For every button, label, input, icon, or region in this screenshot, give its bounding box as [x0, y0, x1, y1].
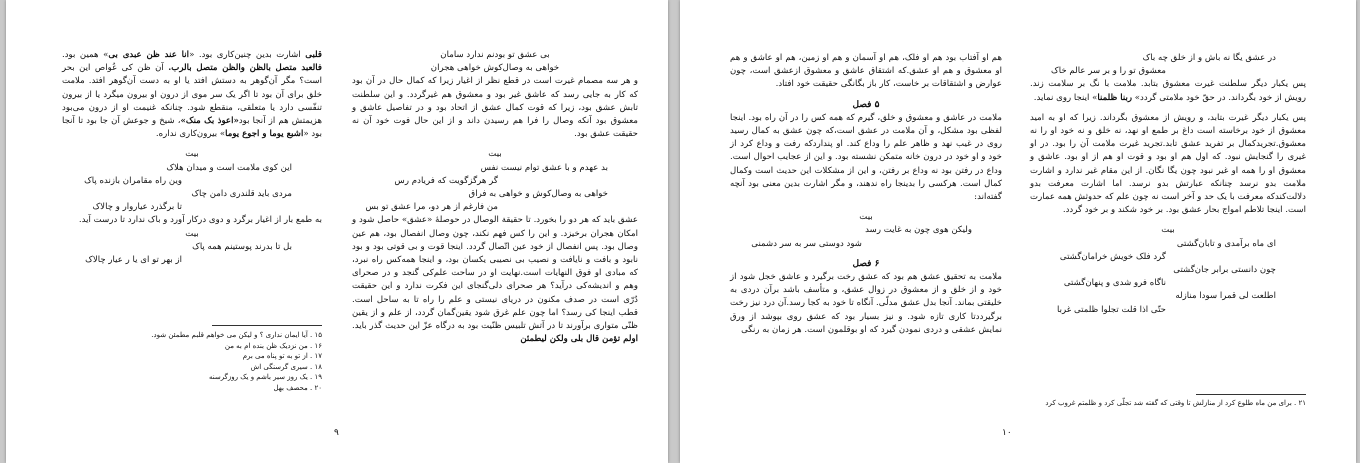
verse-label: بیت [185, 149, 199, 160]
paragraph: هم او آفتاب بود هم او فلک، هم او آسمان و هم او زمین، هم او عاشق و هم او معشوق و هم او عشق.که اشتقاق عاشق و معشوق ازعشق است، چون عوارض و اشتقاقات بر خاست، کار باز بگانگی حقیقت خود افتاد. [730, 53, 1002, 90]
footnote: ۱۸ . سیری گرسنگی اش [250, 362, 322, 371]
verse-line: بی عشق تو بودنم ندارد سامان [440, 50, 550, 60]
footnote: ۱۵ . آیا ایمان نداری ؟ و لیکن می خواهم قلبم مطمئن شود. [151, 331, 322, 339]
paragraph: و هر سه مصمام غیرت است در قطع نظر از اغیار زیرا که کمال حال در آن بود که کار به جایی رسد که عاشق غیر بود و معشوق هم غیرگردد. و این سلطنت تابش عشق بود، زیرا که قوت کمال عشق از اتحاد بود و در تفاصیل عاشق و معشوق بود آنکه وصال را فرا هم رسیدن داند و از این حال فوت خود آن نه حقیقت عشق بود. [352, 76, 638, 140]
verse-label: بیت [185, 228, 199, 239]
paragraph: ملامت در عاشق و معشوق و خلق، گیرم که همه کس را در آن راه بود. اینجا لفظی بود مشکل، و آن ملامت در عشق است،که چون عشق به کمال رسید روی در غیب نهد و ظاهر علم را وداع کند. او پنداردکه رفت و وداع کرد از خود و او خود در درون خانه متمکن نشسته بود. و این از عجایب احوال است. وداع در رفتن بود نه وداع بر رفتن، و این از مشکلات این حدیث است وکمال کمال است. هرکسی را بدینجا راه ندهند، و مگر اشارت بدین معنی بود آنچه گفته‌اند: [730, 112, 1002, 203]
section-heading: ۵ فصل [852, 99, 880, 110]
text: پس یکبار دیگر سلطنت غیرت معشوق بتابد. ملامت با نگ بر سلامت زند. رویش از خود بگرداند. در حقّ خود ملامتی گردد» [1030, 79, 1306, 103]
footnotes [62, 330, 322, 393]
right-page-right-column [1030, 52, 1306, 317]
text: اشارت بدین چنین‌کاری بود. « [189, 50, 301, 60]
right-page [680, 0, 1356, 463]
verse-label: بیت [1161, 225, 1175, 236]
verse-label: بیت [859, 212, 873, 223]
footnote: ۱۷ . از تو به تو پناه می برم [242, 352, 322, 360]
verse-line: وین راه مقامران بازنده پاک [84, 175, 182, 186]
footnote: ۲۰ . محصف بهل [273, 383, 322, 392]
paragraph: به طمع بار از اغیار برگرد و دوی درکار آورد و باک ندارد تا درست آید. [78, 215, 322, 226]
right-page-left-column [730, 52, 1002, 337]
verse-line: حتّی اذا قلت تجلوا ظلمتی غربا [1057, 304, 1166, 315]
verse-line: مردی باید قلندری دامن چاک [191, 189, 292, 200]
paragraph [352, 214, 638, 346]
paragraph: پس یکبار دیگر غیرت بتابد، و رویش از معشوق بگرداند. زیرا که او به امید معشوق از خود برخاسته است داغ بر طمع او نهد، نه خلق و نه خود او را نه معشوق.تجرید‌کمال بر تفرید عشق تابد.تجرید غیرت ملامت آن را بود. در او غیری را گنجایش نبود. که اول هم او بود و قوت او هم از او بود. عاشق و معشوق او را همه او غیر نبود چون یگا نگان. از این مقام غیر ندارد و اشارت ملامت بدو نرسد چنانکه عبارتش بدو نرسد. اما اشارت معرفت بدو دلالت‌کندکه معرفت با یک حد و آخر است نه چون علم که حدوثش همه عمارت است. اینجا تلاطم امواج بحار عشق بود. بر خود شکند و بر خود گردد. [1030, 112, 1306, 216]
verse-line: اطلعت لی قمرا سودا منازله [1175, 291, 1276, 302]
left-page [6, 0, 668, 463]
verse-line: من فارغم از هر دو، مرا عشق تو بس [365, 202, 498, 213]
text: » همین بود. [62, 50, 109, 60]
footnote-rule [1196, 394, 1306, 395]
section-heading: ۶ فصل [852, 258, 880, 269]
bold-quote: اولم تؤمن قال بلی ولکن لیطمئن [520, 334, 638, 345]
bold-quote: «اعوذ بک منک» [180, 116, 239, 127]
verse-line: از بهر تو ای یا ر عیار چالاک [85, 255, 182, 266]
paragraph: ملامت به تحقیق عشق هم بود که عشق رخت برگیرد و عاشق خجل شود از خود و از خلق و از معشوق در زوال عشق، و متأسف باشد برآن دردی به خلیقتی بماند. آنجا بدل عشق مدلّی. آنگاه تا خود به کجا رسد.آن درد نیز رخت برگیرددتا کاری تازه شود. و نیز بسیار بود که عشق روی بپوشد از ورق نمایش عشقی و دردی نمودن گیرد که او بوقلمون است. هر زمان به رنگی [730, 272, 1002, 335]
paragraph-text: عشق باید که هر دو را بخورد. تا حقیقة الوصال در حوصلهٔ «عشق» حاصل شود و امکان هجران برخیزد. و این را کس فهم نکند، چون وصال انفصال بود، هم عین وصال بود. پس انفصال از خود عین اتّصال گردد. اینجا قوت و بی قوتی بود و بود نابود و بافت و نایافت و نصیب بی نصیبی یکسان بود، و اینجا همه‌کس راه نبرد، که مبادی او فوق النهایات است.نهایت او در ساحت علم‌کی گنجد و در صحرای وهم و اندیشه‌کی درآید؟ هر صحرای دلی‌گنجای این فکرت ندارد و این حقیقت دُرّی است در صدف مکنون در دریای نیستی و علم را راه تا به ساحل است. قطب اینجا کی رسد؟ اما چون علم غرق شود یقین‌گمان گردد، از علم و از یقین ظنّی متواری برآورند تا در آتش تلبیس ظنّیت بود به درگاه عزّ این حدیث گذر باید. [352, 215, 638, 332]
verse-line: ناگاه فرو شدی و پنهان‌گشتی [1063, 278, 1166, 289]
paragraph [1030, 78, 1306, 104]
footnotes [1030, 398, 1306, 409]
page-number: ۱۰ [1002, 428, 1012, 438]
bold-quote: فالعبد متصل بالظن والظن متصل بالرب. [168, 63, 322, 74]
footnote-rule [212, 325, 322, 326]
page-number: ۹ [334, 428, 339, 438]
text: ، شیخ و جوعش آن جا بود تا آنجا بود « [62, 116, 322, 140]
verse-label: بیت [488, 149, 502, 160]
verse-line: ولیکن هوی چون به غایت رسد [865, 225, 972, 236]
verse-line: چون دانستی برابر جان‌گشتی [1173, 265, 1276, 276]
verse-line: بل تا بدرند پوستینم همه پاک [192, 241, 292, 252]
left-page-right-column [352, 49, 638, 346]
verse-line: تا برگذرد عیاروار و چالاک [92, 202, 182, 213]
verse-line: ای ماه برآمدی و تابان‌گشتی [1176, 238, 1276, 249]
bold-quote: ربنا ظلمنا [1097, 92, 1133, 103]
verse-line: در عشق یگا نه باش و از خلق چه باک [1142, 53, 1276, 63]
footnote: ۱۶ . من نزدیک ظن بنده ام به من [224, 341, 322, 350]
footnote: ۱۹ . یک روز سیر باشم و یک روزگرسنه [208, 373, 322, 381]
verse-line: گرد فلک خویش خرامان‌گشتی [1059, 251, 1166, 262]
left-page-left-column [62, 49, 322, 267]
verse-line: معشوق تو را و بر سر عالم خاک [1051, 66, 1166, 77]
verse-line: خواهی به وصال‌کوش و خواهی به فراق [468, 189, 608, 200]
text: » بیرون‌کاری نداره. [155, 129, 226, 140]
text: آن ظن کی عُواص این بحر است؟ مگر آن‌گوهر به دستش افتد یا او به دست آن‌گوهر افتد. ملامت خلق برای آن بود تا اگر یک سر موی از درون او بیرون میگرد یا از بیرون تنفّسی دارد یا متعلقی، منقطع شود. چنانکه غنیمت او از درون می‌بود هزیمتش هم از آنجا بود [62, 63, 322, 127]
paragraph [62, 49, 322, 141]
verse-line: این کوی ملامت است و میدان هلاک [166, 162, 292, 173]
verse-line: شود دوستی سر به سر دشمنی [751, 238, 862, 249]
bold-quote: اشبع یوما و اجوع یوما [225, 129, 304, 140]
verse-line: بد عهدم و با عشق تو‌ام نیست نفس [480, 162, 608, 173]
footnote: ۲۱ . برای من ماه طلوع کرد از منازلش تا وقتی که گفته شد تجلّی کرد و ظلمتم غروب کرد [1045, 399, 1306, 407]
verse-line: خواهی به وصال‌کوش خواهی هجران [430, 63, 560, 74]
bold-word: قلبی [305, 50, 323, 60]
bold-quote: انا عند ظن عبدی بی [108, 50, 190, 60]
text: » اینجا روی نماید. [1033, 92, 1098, 103]
verse-line: گر هرگزگویت که فریادم رس [394, 175, 498, 186]
